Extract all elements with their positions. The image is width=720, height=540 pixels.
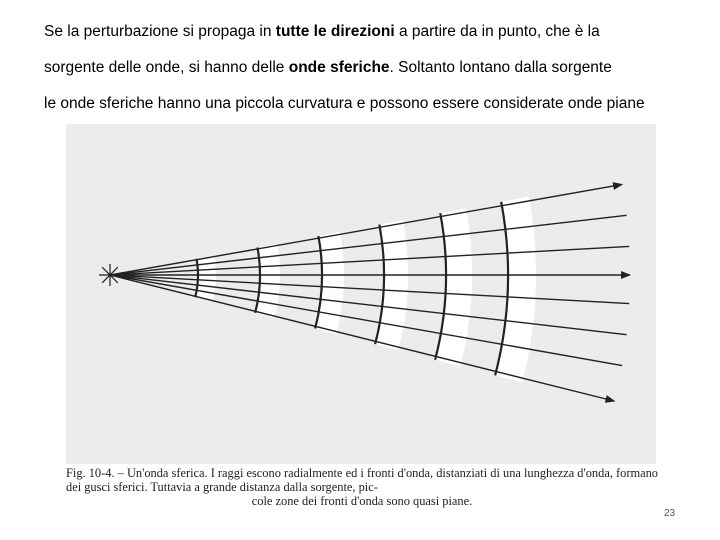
- ray-line: [110, 275, 614, 401]
- star-burst-icon: [99, 264, 121, 286]
- intro-line-2: sorgente delle onde, si hanno delle onde sferiche. Soltanto lontano dalla sorgente: [44, 59, 612, 76]
- caption-text: – Un'onda sferica. I raggi escono radialmente ed i fronti d'onda, distanziati di una lunghezza d'onda, formano dei gusci sferici. Tuttavia a grande distanza dalla sorgente, pic-: [66, 466, 658, 494]
- caption-text-end: cole zone dei fronti d'onda sono quasi piane.: [251, 494, 473, 508]
- ray-line: [110, 215, 627, 275]
- figure-caption: [66, 466, 658, 508]
- highlight-onde-sferiche: onde sferiche: [288, 59, 390, 76]
- wave-front-shell: [495, 197, 536, 383]
- spherical-wave-figure: [66, 124, 656, 464]
- page-number: 23: [664, 508, 676, 519]
- spherical-wave-diagram: [66, 124, 656, 464]
- highlight-tutte-le-direzioni: tutte le direzioni: [275, 23, 395, 40]
- ray-line: [110, 275, 627, 335]
- rays: [110, 184, 630, 401]
- wave-front-shell: [375, 220, 408, 350]
- intro-line-1: Se la perturbazione si propaga in tutte le direzioni a partire da in punto, che è la: [44, 23, 600, 40]
- intro-text: [44, 14, 704, 122]
- caption-figure-label: Fig. 10-4.: [66, 466, 115, 480]
- wave-front-shell: [435, 208, 472, 366]
- intro-line-3: le onde sferiche hanno una piccola curvatura e possono essere considerate onde piane: [44, 95, 645, 112]
